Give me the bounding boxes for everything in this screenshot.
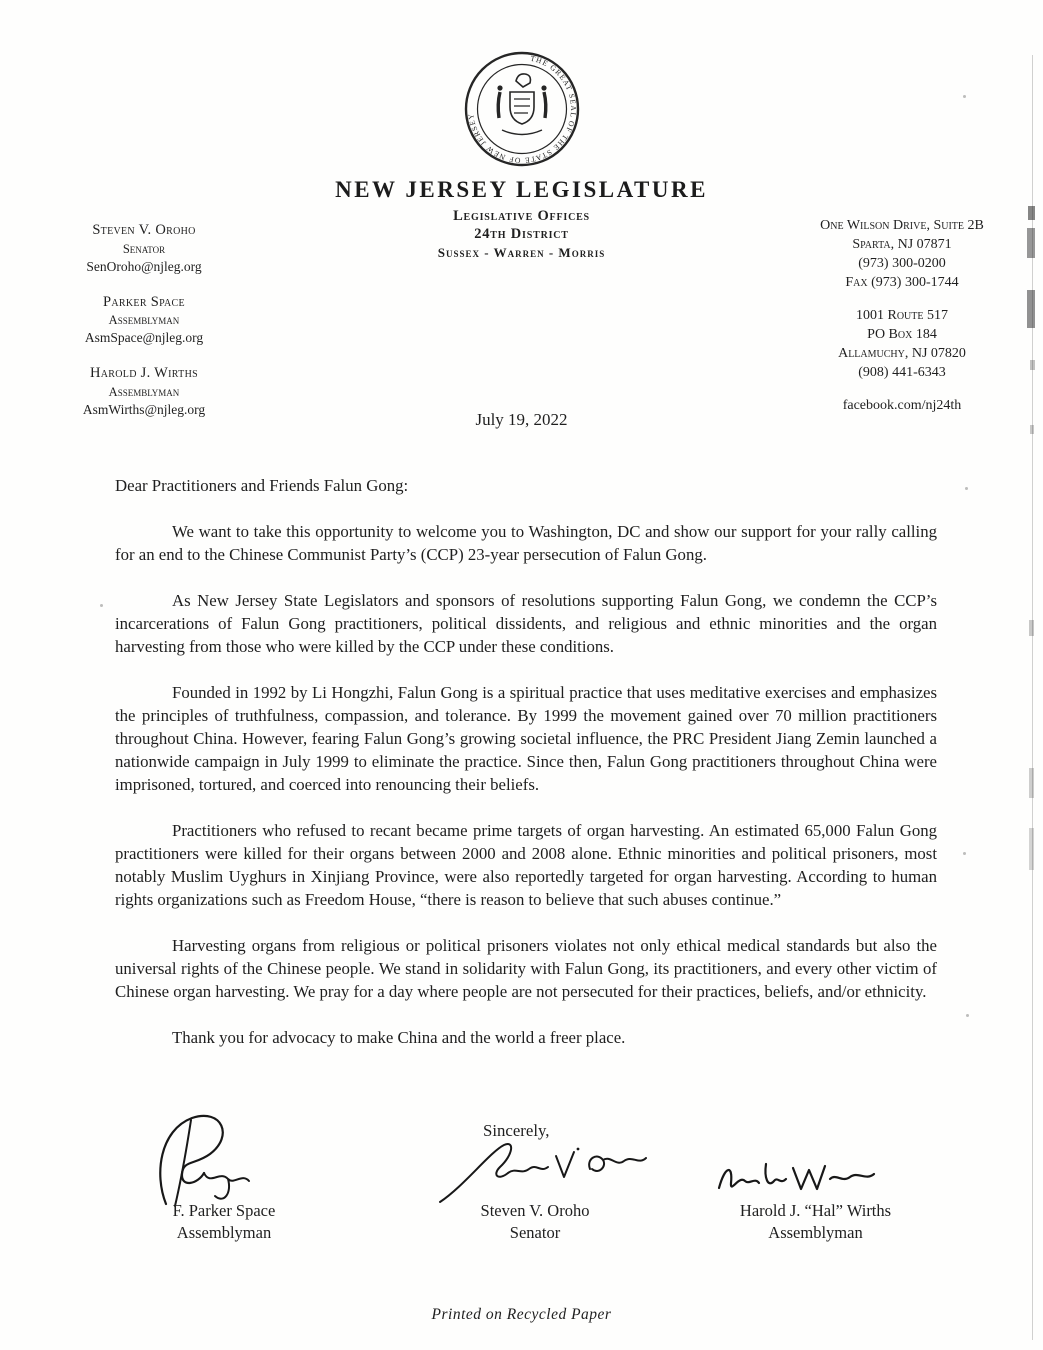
- signatory-block: [109, 1200, 339, 1244]
- letter-paragraph: As New Jersey State Legislators and sponsors of resolutions supporting Falun Gong, we condemn the CCP’s incarcerations of Falun Gong practitioners, political dissidents, and religious and ethnic minorities and the organ harvesting from those who were killed by the CCP under these conditions.: [115, 591, 937, 656]
- valediction: Sincerely,: [483, 1121, 550, 1140]
- scan-speck: [963, 852, 966, 855]
- signatory-name: Steven V. Oroho: [480, 1201, 590, 1220]
- scan-speck: [100, 604, 103, 607]
- office-line: PO Box 184: [867, 327, 937, 342]
- scan-mark: [1029, 620, 1034, 636]
- seal-plows: [514, 99, 530, 113]
- seal-figure-left-head: [497, 85, 502, 90]
- letterhead-district: 24th District: [474, 226, 569, 242]
- legislator-title: Senator: [122, 241, 166, 256]
- legislator-block: [26, 293, 262, 348]
- seal-wrap: [0, 50, 1043, 173]
- closing-line: Thank you for advocacy to make China and the world a freer place.: [172, 1028, 626, 1047]
- scan-mark: [1029, 768, 1034, 798]
- scan-speck: [965, 487, 968, 490]
- letter-body: [115, 474, 937, 1072]
- letter-paragraph: Practitioners who refused to recant became prime targets of organ harvesting. An estimated 65,000 Falun Gong practitioners were killed for their organs between 2000 and 2008 alone. Ethnic minorities and political prisoners, most notably Muslim Uyghurs in Xinjiang Province, were also reportedly targeted for organ harvesting. According to human rights organizations such as Freedom House, “there is reason to believe that such abuses continue.”: [115, 821, 937, 909]
- scan-mark: [1030, 360, 1035, 370]
- signature-steven-oroho: [436, 1138, 651, 1206]
- signature-parker-space: [146, 1112, 286, 1208]
- signatory-name: F. Parker Space: [172, 1201, 276, 1220]
- office-line: Allamuchy, NJ 07820: [838, 346, 966, 361]
- seal-figure-right-head: [541, 85, 546, 90]
- signatory-title: Senator: [509, 1223, 561, 1242]
- signatory-name: Harold J. “Hal” Wirths: [739, 1201, 892, 1220]
- signatory-block: [688, 1200, 943, 1244]
- letterhead-counties: Sussex - Warren - Morris: [437, 245, 606, 260]
- office-line: One Wilson Drive, Suite 2B: [820, 218, 984, 233]
- office-line: (908) 441-6343: [858, 365, 946, 380]
- signature-harold-wirths: [714, 1156, 879, 1202]
- signatory-title: Assemblyman: [176, 1223, 272, 1242]
- legislator-email: SenOroho@njleg.org: [86, 258, 202, 274]
- seal-ring-text: THE GREAT SEAL OF THE STATE OF NEW JERSEY: [465, 53, 578, 166]
- legislator-name: Steven V. Oroho: [92, 222, 196, 238]
- scan-speck: [966, 1014, 969, 1017]
- seal-horse-crest: [516, 74, 530, 87]
- offices-column: [780, 216, 1024, 415]
- office-line: 1001 Route 517: [856, 308, 948, 323]
- scan-mark: [1027, 290, 1035, 328]
- letter-paragraph: Founded in 1992 by Li Hongzhi, Falun Gong is a spiritual practice that uses meditative exercises and emphasizes the principles of truthfulness, compassion, and tolerance. By 1999 the movement gained over 70 million practitioners throughout China. However, fearing Falun Gong’s growing societal influence, the PRC President Jiang Zemin launched a nationwide campaign in July 1999 to eliminate the practice. Since then, Falun Gong practitioners throughout China were imprisoned, tortured, and coerced into renouncing their beliefs.: [115, 683, 937, 794]
- salutation: Dear Practitioners and Friends Falun Gong:: [115, 476, 409, 495]
- letterhead-title: NEW JERSEY LEGISLATURE: [335, 177, 708, 202]
- footer-note: Printed on Recycled Paper: [431, 1306, 612, 1323]
- legislator-name: Parker Space: [103, 293, 185, 310]
- seal-figure-right: [544, 92, 546, 118]
- legislator-email: AsmSpace@njleg.org: [84, 330, 204, 345]
- office-line: (973) 300-0200: [858, 256, 946, 271]
- signatory-block: [420, 1200, 650, 1244]
- seal-inner-ring: [477, 65, 566, 154]
- letter-paragraph: We want to take this opportunity to welcome you to Washington, DC and show our support for your rally calling for an end to the Chinese Communist Party’s (CCP) 23-year persecution of Falun Gong.: [115, 522, 937, 564]
- office-line: Sparta, NJ 07871: [852, 237, 952, 252]
- legislator-title: Assemblyman: [108, 313, 180, 327]
- scan-mark: [1029, 828, 1034, 870]
- legislators-column: [26, 221, 262, 436]
- office-line: Fax (973) 300-1744: [845, 275, 959, 290]
- legislator-email: AsmWirths@njleg.org: [82, 401, 206, 417]
- seal-figure-left: [498, 92, 500, 118]
- letterhead-offices: Legislative Offices: [453, 208, 590, 224]
- letter-date: July 19, 2022: [475, 410, 568, 429]
- facebook-link-text: facebook.com/nj24th: [842, 398, 962, 413]
- nj-state-seal: [463, 50, 581, 168]
- signatory-title: Assemblyman: [768, 1223, 863, 1242]
- office-address: [780, 216, 1024, 292]
- legislator-block: [26, 221, 262, 276]
- office-address: [780, 306, 1024, 382]
- legislator-name: Harold J. Wirths: [90, 365, 198, 381]
- seal-shield: [510, 92, 534, 124]
- letter-paragraph: Harvesting organs from religious or political prisoners violates not only ethical medical standards but also the universal rights of the Chinese people. We stand in solidarity with Falun Gong, its practitioners, and every other victim of Chinese organ harvesting. We pray for a day where people are not persecuted for their practices, beliefs, and/or ethnicity.: [115, 936, 937, 1001]
- seal-scroll: [502, 130, 542, 135]
- legislator-title: Assemblyman: [108, 384, 180, 399]
